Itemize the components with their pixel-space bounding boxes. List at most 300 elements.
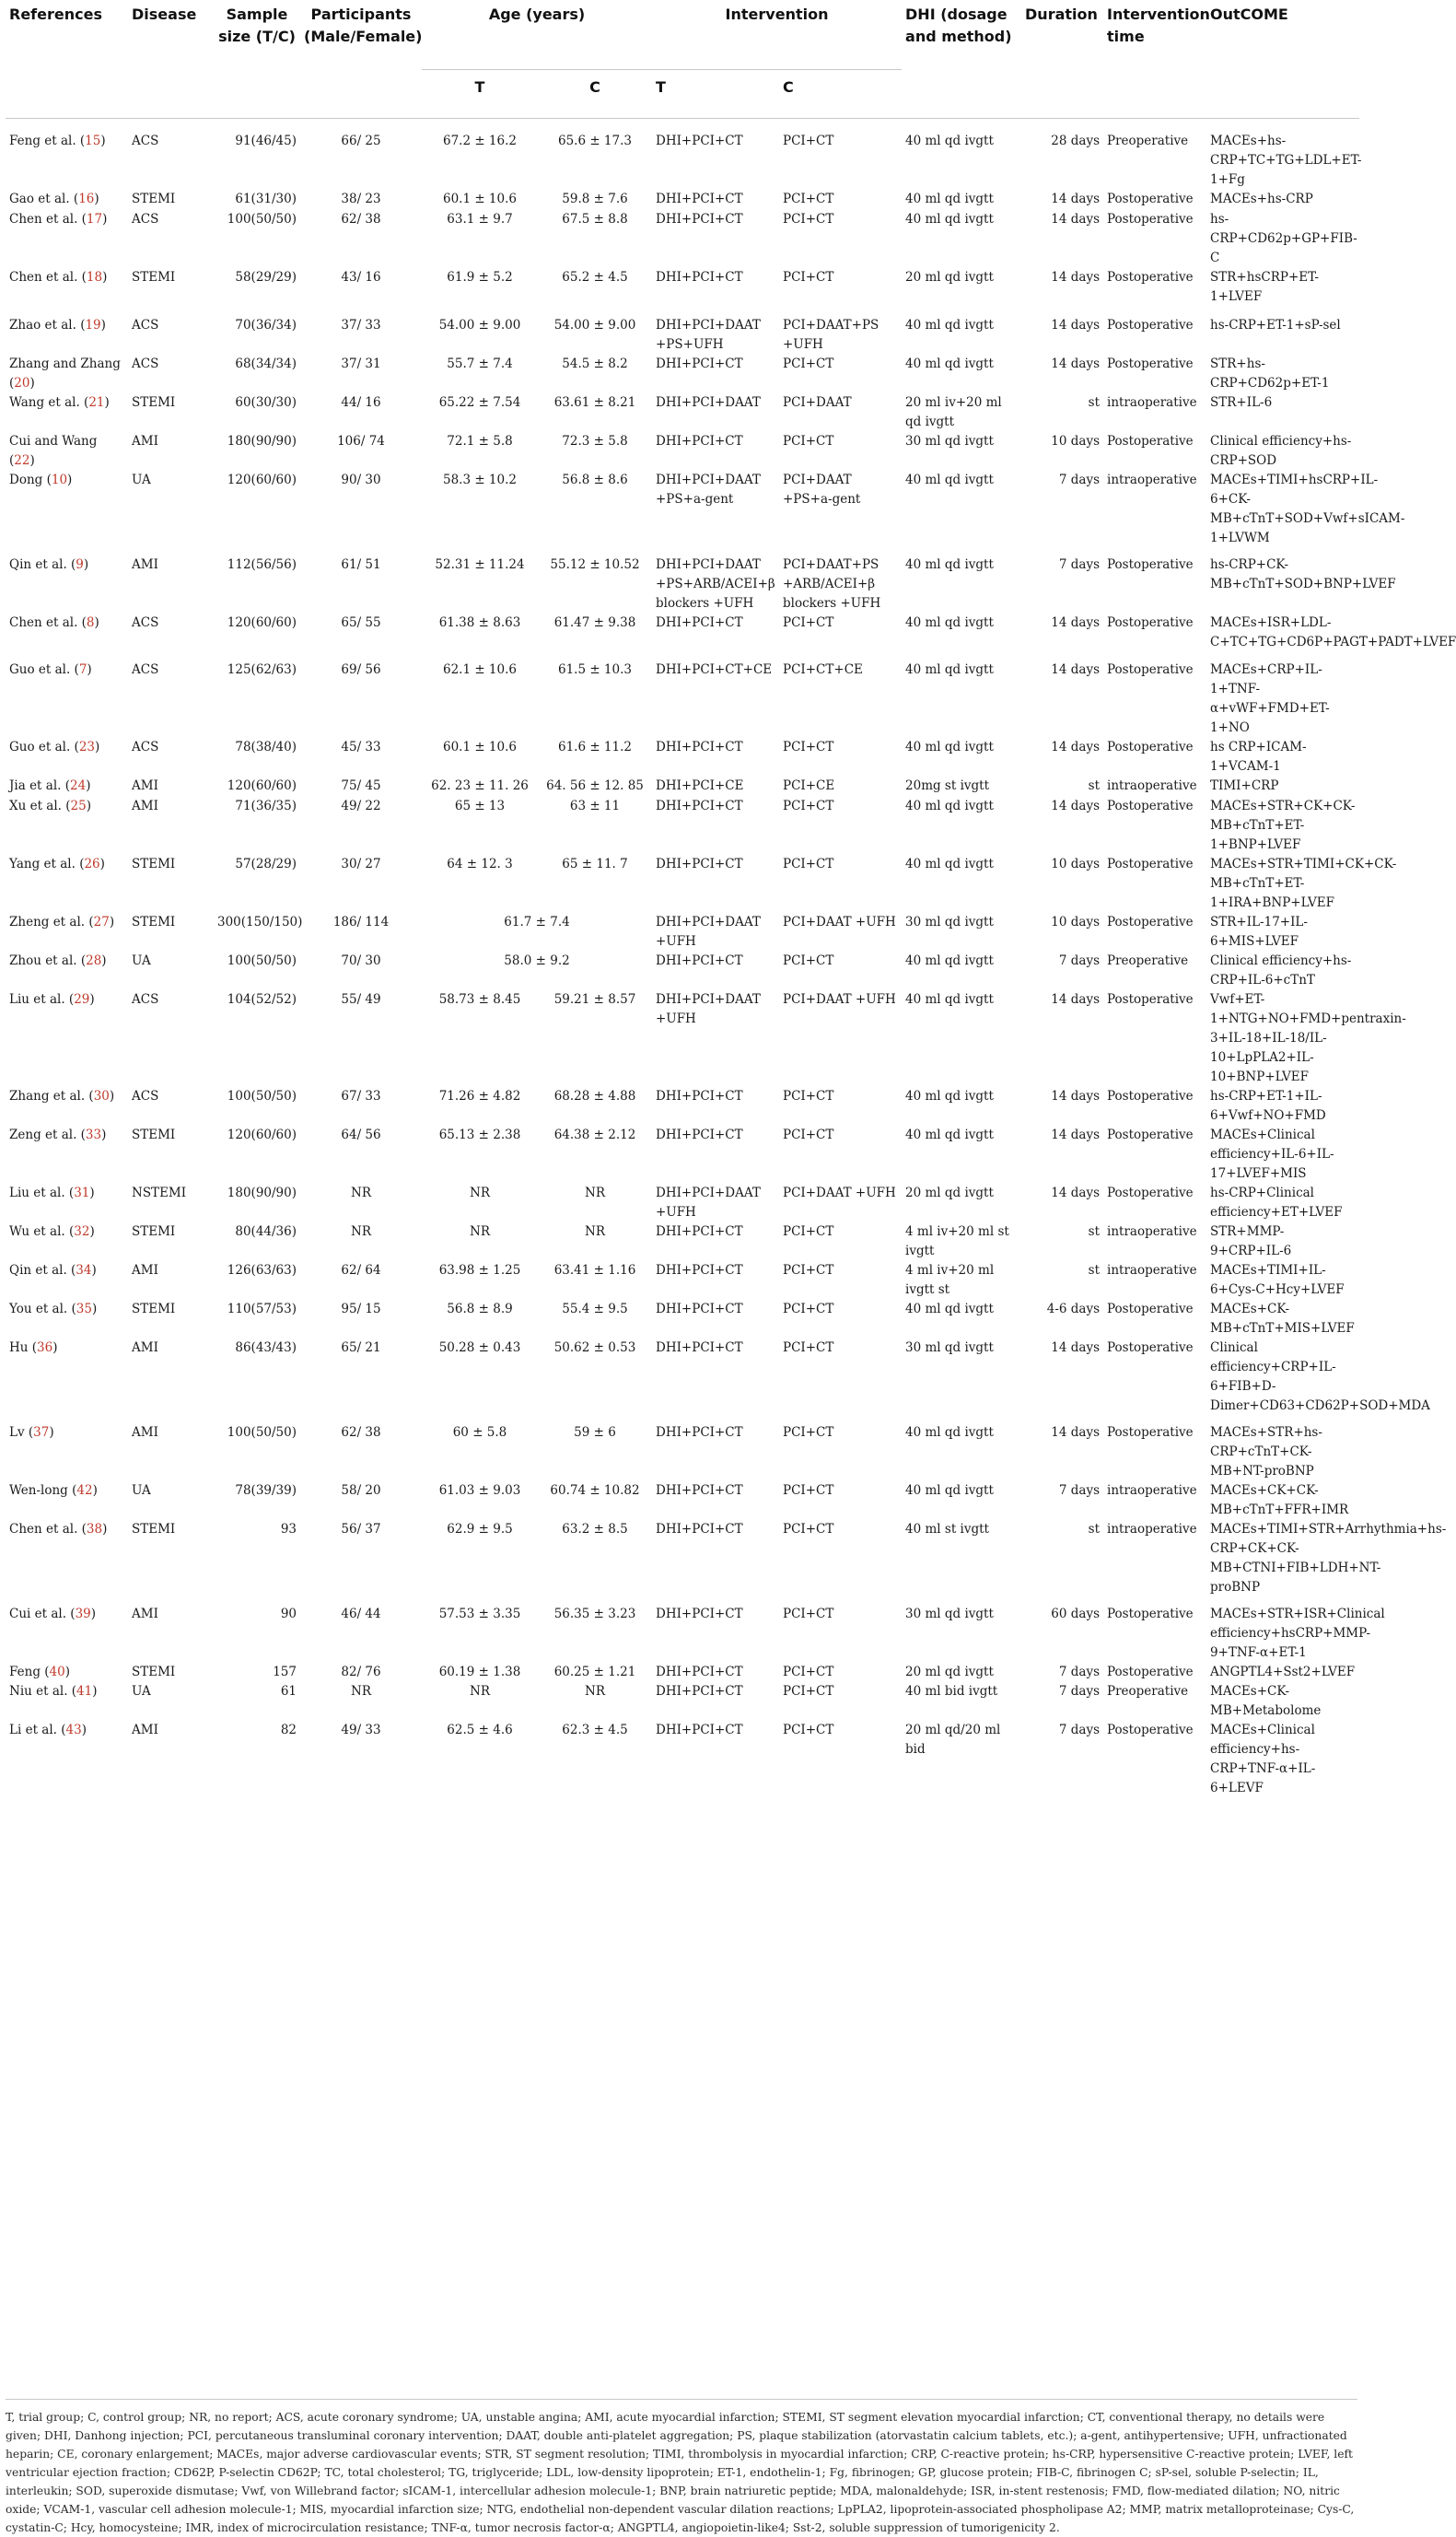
cell-sample-size: 112(56/56) xyxy=(227,557,297,572)
cell-participants: 43/ 16 xyxy=(341,270,381,285)
cell-disease: STEMI xyxy=(132,1224,176,1239)
cell-intervention-t: DHI+PCI+CT xyxy=(656,1263,743,1278)
cell-duration: 14 days xyxy=(1051,192,1101,206)
cell-disease: ACS xyxy=(132,1089,159,1104)
cell-age-t: 52.31 ± 11.24 xyxy=(435,557,525,572)
cell-sample-size: 120(60/60) xyxy=(227,473,297,487)
cell-intervention-time: Postoperative xyxy=(1107,1425,1194,1440)
cell-intervention-time: intraoperative xyxy=(1107,1483,1197,1498)
cell-duration: 14 days xyxy=(1051,318,1101,333)
cell-dhi-dosage: 40 ml qd ivgtt xyxy=(905,357,994,371)
cell-outcome: MACEs+TIMI+hsCRP+IL-6+CK-MB+cTnT+SOD+Vwf+sICAM-1+LVWM xyxy=(1210,473,1405,545)
cell-intervention-t: DHI+PCI+CT xyxy=(656,1684,743,1699)
reference-author: Chen et al. ( xyxy=(9,270,87,285)
cell-intervention-time: intraoperative xyxy=(1107,1263,1197,1278)
reference-link[interactable]: 21 xyxy=(88,395,105,410)
reference-link[interactable]: 41 xyxy=(76,1684,93,1699)
reference-link[interactable]: 9 xyxy=(76,557,84,572)
cell-disease: UA xyxy=(132,1483,151,1498)
cell-intervention-time: Postoperative xyxy=(1107,740,1194,754)
cell-intervention-t: DHI+PCI+CT xyxy=(656,1425,743,1440)
reference-link[interactable]: 7 xyxy=(78,662,87,677)
table-row xyxy=(6,952,1359,990)
cell-age-t: 58.73 ± 8.45 xyxy=(438,992,521,1007)
cell-outcome: TIMI+CRP xyxy=(1210,778,1279,793)
reference-close: ) xyxy=(29,376,35,391)
study-characteristics-table-wrap xyxy=(6,0,1456,1798)
cell-age-c: 59 ± 6 xyxy=(574,1425,616,1440)
reference-link[interactable]: 39 xyxy=(75,1607,91,1621)
cell-intervention-time: Postoperative xyxy=(1107,799,1194,813)
cell-disease: STEMI xyxy=(132,1128,176,1142)
cell-age-t: 60.1 ± 10.6 xyxy=(442,192,517,206)
cell-intervention-time: intraoperative xyxy=(1107,778,1197,793)
reference-link[interactable]: 29 xyxy=(74,992,90,1007)
header-intervention: Intervention xyxy=(725,6,829,23)
cell-sample-size: 71(36/35) xyxy=(235,799,297,813)
reference-link[interactable]: 16 xyxy=(78,192,95,206)
cell-age-c: 64. 56 ± 12. 85 xyxy=(546,778,644,793)
reference-close: ) xyxy=(94,192,99,206)
cell-intervention-c: PCI+DAAT+PS +ARB/ACEI+β blockers +UFH xyxy=(783,557,881,611)
table-row xyxy=(6,1087,1359,1126)
cell-age-c: 65.6 ± 17.3 xyxy=(557,134,632,148)
cell-disease: AMI xyxy=(132,557,158,572)
cell-intervention-time: Postoperative xyxy=(1107,1302,1194,1316)
cell-dhi-dosage: 40 ml qd ivgtt xyxy=(905,615,994,630)
cell-age-c: 55.4 ± 9.5 xyxy=(562,1302,628,1316)
reference-link[interactable]: 15 xyxy=(85,134,101,148)
cell-participants: 58/ 20 xyxy=(341,1483,381,1498)
cell-dhi-dosage: 40 ml qd ivgtt xyxy=(905,192,994,206)
reference-close: ) xyxy=(109,915,115,929)
cell-outcome: MACEs+Clinical efficiency+IL-6+IL-17+LVEF+MIS xyxy=(1210,1128,1334,1181)
cell-participants: NR xyxy=(351,1186,371,1200)
cell-age-t: 65.13 ± 2.38 xyxy=(438,1128,521,1142)
cell-dhi-dosage: 4 ml iv+20 ml ivgtt st xyxy=(905,1263,995,1297)
reference-link[interactable]: 10 xyxy=(51,473,68,487)
cell-intervention-c: PCI+DAAT +UFH xyxy=(783,1186,896,1200)
cell-outcome: MACEs+TIMI+IL-6+Cys-C+Hcy+LVEF xyxy=(1210,1263,1345,1297)
cell-intervention-c: PCI+CT xyxy=(783,1483,834,1498)
cell-reference xyxy=(6,1663,128,1682)
cell-outcome: MACEs+CK-MB+cTnT+MIS+LVEF xyxy=(1210,1302,1355,1336)
cell-participants: 65/ 21 xyxy=(341,1340,381,1355)
cell-participants: 75/ 45 xyxy=(341,778,381,793)
reference-link[interactable]: 35 xyxy=(76,1302,92,1316)
cell-intervention-t: DHI+PCI+DAAT +UFH xyxy=(656,1186,761,1220)
reference-author: Lv ( xyxy=(9,1425,34,1440)
reference-link[interactable]: 32 xyxy=(74,1224,90,1239)
table-row xyxy=(6,1300,1359,1339)
reference-author: Chen et al. ( xyxy=(9,212,87,227)
study-characteristics-table xyxy=(6,0,1456,1798)
cell-reference xyxy=(6,777,128,797)
table-row xyxy=(6,210,1359,268)
cell-sample-size: 120(60/60) xyxy=(227,778,297,793)
cell-sample-size: 104(52/52) xyxy=(227,992,297,1007)
header-sample-size: Sample size (T/C) xyxy=(214,0,300,119)
cell-reference xyxy=(6,1261,128,1300)
cell-outcome: STR+hsCRP+ET-1+LVEF xyxy=(1210,270,1319,304)
cell-duration: 7 days xyxy=(1058,1723,1101,1737)
cell-dhi-dosage: 30 ml qd ivgtt xyxy=(905,434,994,449)
reference-link[interactable]: 33 xyxy=(85,1128,102,1142)
reference-close: ) xyxy=(99,857,105,871)
cell-age-t: 62. 23 ± 11. 26 xyxy=(431,778,529,793)
cell-age-t: 60.1 ± 10.6 xyxy=(442,740,517,754)
cell-intervention-time: Postoperative xyxy=(1107,434,1194,449)
cell-participants: 44/ 16 xyxy=(341,395,381,410)
reference-link[interactable]: 31 xyxy=(74,1186,90,1200)
cell-sample-size: 86(43/43) xyxy=(235,1340,297,1355)
reference-author: Jia et al. ( xyxy=(9,778,70,793)
cell-participants: 37/ 33 xyxy=(341,318,381,333)
cell-duration: 7 days xyxy=(1058,953,1101,968)
cell-disease: STEMI xyxy=(132,270,176,285)
cell-participants: 70/ 30 xyxy=(341,953,381,968)
cell-reference xyxy=(6,1605,128,1663)
cell-intervention-c: PCI+CT xyxy=(783,212,834,227)
cell-duration: st xyxy=(1088,395,1101,410)
cell-outcome: hs CRP+ICAM-1+VCAM-1 xyxy=(1210,740,1307,774)
cell-intervention-time: Postoperative xyxy=(1107,270,1194,285)
reference-link[interactable]: 36 xyxy=(37,1340,53,1355)
cell-reference xyxy=(6,1126,128,1184)
reference-link[interactable]: 8 xyxy=(86,615,95,630)
reference-author: Li et al. ( xyxy=(9,1723,66,1737)
cell-age-c: 60.74 ± 10.82 xyxy=(550,1483,640,1498)
cell-outcome: hs-CRP+CK-MB+cTnT+SOD+BNP+LVEF xyxy=(1210,557,1396,591)
reference-author: Gao et al. ( xyxy=(9,192,79,206)
cell-participants: 56/ 37 xyxy=(341,1522,381,1537)
header-age-t: T xyxy=(422,70,538,119)
cell-age-t: 56.8 ± 8.9 xyxy=(447,1302,513,1316)
header-intervention-t: T xyxy=(652,70,779,119)
cell-outcome: STR+hs-CRP+CD62p+ET-1 xyxy=(1210,357,1330,391)
table-row xyxy=(6,316,1359,355)
cell-reference xyxy=(6,1423,128,1481)
cell-sample-size: 120(60/60) xyxy=(227,615,297,630)
header-disease: Disease xyxy=(128,0,214,119)
cell-sample-size: 70(36/34) xyxy=(235,318,297,333)
cell-intervention-c: PCI+CT xyxy=(783,1684,834,1699)
cell-age-c: 64.38 ± 2.12 xyxy=(553,1128,636,1142)
reference-close: ) xyxy=(102,1522,108,1537)
cell-dhi-dosage: 20 ml qd ivgtt xyxy=(905,1186,994,1200)
cell-intervention-time: intraoperative xyxy=(1107,1522,1197,1537)
cell-intervention-t: DHI+PCI+CT xyxy=(656,1224,743,1239)
cell-duration: 7 days xyxy=(1058,557,1101,572)
cell-outcome: Clinical efficiency+CRP+IL-6+FIB+D-Dimer+CD63+CD62P+SOD+MDA xyxy=(1210,1340,1430,1413)
cell-dhi-dosage: 40 ml qd ivgtt xyxy=(905,662,994,677)
cell-duration: st xyxy=(1088,1263,1101,1278)
cell-reference xyxy=(6,990,128,1087)
reference-link[interactable]: 22 xyxy=(14,453,30,468)
cell-participants: 66/ 25 xyxy=(341,134,381,148)
reference-link[interactable]: 24 xyxy=(70,778,87,793)
cell-disease: UA xyxy=(132,1684,151,1699)
cell-disease: ACS xyxy=(132,357,159,371)
cell-disease: STEMI xyxy=(132,915,176,929)
reference-close: ) xyxy=(101,1128,107,1142)
reference-close: ) xyxy=(64,1665,70,1679)
cell-outcome: STR+MMP-9+CRP+IL-6 xyxy=(1210,1224,1292,1258)
reference-link[interactable]: 27 xyxy=(93,915,110,929)
reference-close: ) xyxy=(95,740,100,754)
table-row xyxy=(6,855,1359,913)
cell-reference xyxy=(6,1481,128,1520)
reference-author: Cui and Wang ( xyxy=(9,434,98,468)
cell-duration: 14 days xyxy=(1051,1340,1101,1355)
reference-link[interactable]: 28 xyxy=(86,953,102,968)
cell-intervention-c: PCI+CT xyxy=(783,1723,834,1737)
cell-age-c: 68.28 ± 4.88 xyxy=(553,1089,636,1104)
reference-close: ) xyxy=(90,1607,97,1621)
cell-sample-size: 120(60/60) xyxy=(227,1128,297,1142)
cell-duration: st xyxy=(1088,1522,1101,1537)
reference-close: ) xyxy=(102,212,108,227)
cell-intervention-time: Preoperative xyxy=(1107,134,1189,148)
reference-link[interactable]: 26 xyxy=(84,857,100,871)
cell-age-c: 60.25 ± 1.21 xyxy=(553,1665,636,1679)
cell-age-c: 55.12 ± 10.52 xyxy=(550,557,640,572)
cell-sample-size: 110(57/53) xyxy=(227,1302,297,1316)
cell-age-c: 62.3 ± 4.5 xyxy=(562,1723,628,1737)
cell-intervention-time: Postoperative xyxy=(1107,557,1194,572)
reference-author: Dong ( xyxy=(9,473,52,487)
cell-age-c: 54.00 ± 9.00 xyxy=(553,318,636,333)
cell-intervention-t: DHI+PCI+DAAT +UFH xyxy=(656,992,761,1026)
reference-author: Wang et al. ( xyxy=(9,395,89,410)
reference-close: ) xyxy=(89,1186,95,1200)
reference-link[interactable]: 38 xyxy=(86,1522,103,1537)
cell-disease: AMI xyxy=(132,1607,158,1621)
cell-participants: 37/ 31 xyxy=(341,357,381,371)
cell-intervention-t: DHI+PCI+CT xyxy=(656,1483,743,1498)
cell-age-c: 63 ± 11 xyxy=(569,799,621,813)
reference-link[interactable]: 25 xyxy=(70,799,87,813)
cell-sample-size: 157 xyxy=(273,1665,297,1679)
table-footnote xyxy=(6,2399,1357,2537)
header-intervention-time: Intervention time xyxy=(1103,0,1206,119)
cell-participants: 61/ 51 xyxy=(341,557,381,572)
cell-intervention-t: DHI+PCI+CT xyxy=(656,1723,743,1737)
cell-participants: 90/ 30 xyxy=(341,473,381,487)
cell-reference xyxy=(6,913,128,952)
cell-disease: ACS xyxy=(132,992,159,1007)
cell-sample-size: 91(46/45) xyxy=(235,134,297,148)
reference-link[interactable]: 19 xyxy=(85,318,101,333)
reference-close: ) xyxy=(89,1224,95,1239)
reference-author: Guo et al. ( xyxy=(9,740,79,754)
reference-close: ) xyxy=(102,270,108,285)
reference-author: Zhou et al. ( xyxy=(9,953,87,968)
cell-age-combined: 58.0 ± 9.2 xyxy=(504,953,570,968)
cell-outcome: MACEs+hs-CRP+TC+TG+LDL+ET-1+Fg xyxy=(1210,134,1362,187)
reference-close: ) xyxy=(91,1302,98,1316)
cell-duration: 14 days xyxy=(1051,212,1101,227)
cell-intervention-c: PCI+DAAT+PS +UFH xyxy=(783,318,879,352)
cell-intervention-c: PCI+CT xyxy=(783,1425,834,1440)
table-row xyxy=(6,1126,1359,1184)
cell-intervention-time: Postoperative xyxy=(1107,318,1194,333)
cell-dhi-dosage: 30 ml qd ivgtt xyxy=(905,915,994,929)
reference-link[interactable]: 34 xyxy=(76,1263,92,1278)
reference-author: Zeng et al. ( xyxy=(9,1128,86,1142)
cell-duration: 14 days xyxy=(1051,357,1101,371)
cell-intervention-time: Postoperative xyxy=(1107,1340,1194,1355)
cell-participants: 67/ 33 xyxy=(341,1089,381,1104)
reference-author: Feng ( xyxy=(9,1665,50,1679)
cell-sample-size: 82 xyxy=(280,1723,297,1737)
reference-author: Zhang and Zhang ( xyxy=(9,357,121,391)
cell-disease: NSTEMI xyxy=(132,1186,187,1200)
reference-close: ) xyxy=(67,473,73,487)
cell-sample-size: 58(29/29) xyxy=(235,270,297,285)
cell-intervention-t: DHI+PCI+CT xyxy=(656,1522,743,1537)
cell-participants: 49/ 33 xyxy=(341,1723,381,1737)
cell-reference xyxy=(6,1222,128,1261)
reference-close: ) xyxy=(92,1483,98,1498)
reference-author: Zheng et al. ( xyxy=(9,915,94,929)
cell-intervention-c: PCI+CT xyxy=(783,799,834,813)
reference-close: ) xyxy=(86,799,91,813)
cell-intervention-c: PCI+DAAT +UFH xyxy=(783,915,896,929)
cell-age-c: 56.8 ± 8.6 xyxy=(562,473,628,487)
cell-reference xyxy=(6,190,128,210)
cell-age-t: 50.28 ± 0.43 xyxy=(438,1340,521,1355)
cell-intervention-c: PCI+CT xyxy=(783,1089,834,1104)
table-row xyxy=(6,393,1359,432)
reference-link[interactable]: 17 xyxy=(86,212,103,227)
table-row xyxy=(6,268,1359,316)
reference-author: Chen et al. ( xyxy=(9,1522,87,1537)
cell-age-t: 57.53 ± 3.35 xyxy=(438,1607,521,1621)
reference-author: Qin et al. ( xyxy=(9,1263,76,1278)
cell-dhi-dosage: 20 ml qd/20 ml bid xyxy=(905,1723,1001,1757)
footnote-text: T, trial group; C, control group; NR, no report; ACS, acute coronary syndrome; UA, unstable angina; AMI, acute myocardial infarction; STEMI, ST segment elevation myocardial infarction; CT, conventional therapy, no details were given; DHI, Danhong injection; PCI, percutaneous transluminal coronary intervention; DAAT, double anti-platelet aggregation; PS, plaque stabilization (atorvastatin calcium tablets, etc.); a-gent, antihypertensive; UFH, unfractionated heparin; CE, coronary enlargement; MACEs, major adverse cardiovascular events; STR, ST segment resolution; TIMI, thrombolysis in myocardial infarction; CRP, C-reactive protein; hs-CRP, hypersensitive C-reactive protein; LVEF, left ventricular ejection fraction; CD62P, P-selectin CD62P; TC, total cholesterol; TG, triglyceride; LDL, low-density lipoprotein; ET-1, endothelin-1; Fg, fibrinogen; GP, glucose protein; FIB-C, fibrinogen C; sP-sel, soluble P-selectin; IL, interleukin; SOD, superoxide dismutase; Vwf, von Willebrand factor; sICAM-1, intercellular adhesion molecule-1; BNP, brain natriuretic peptide; MDA, malonaldehyde; ISR, in-stent restenosis; FMD, flow-mediated dilation; NO, nitric oxide; VCAM-1, vascular cell adhesion molecule-1; MIS, myocardial infarction size; NTG, endothelial non-dependent vascular dilation reactions; LpPLA2, lipoprotein-associated phospholipase A2; MMP, matrix metalloproteinase; Cys-C, cystatin-C; Hcy, homocysteine; IMR, index of microcirculation resistance; TNF-α, tumor necrosis factor-α; ANGPTL4, angiopoietin-like4; Sst-2, soluble suppression of tumorigenicity 2. xyxy=(6,2411,1355,2534)
header-age: Age (years) xyxy=(488,6,586,23)
cell-intervention-time: Postoperative xyxy=(1107,1607,1194,1621)
cell-intervention-c: PCI+CT xyxy=(783,1263,834,1278)
cell-intervention-time: Postoperative xyxy=(1107,662,1194,677)
reference-link[interactable]: 42 xyxy=(76,1483,93,1498)
cell-duration: st xyxy=(1088,778,1101,793)
reference-link[interactable]: 30 xyxy=(93,1089,110,1104)
cell-intervention-c: PCI+CT xyxy=(783,953,834,968)
cell-age-t: 62.1 ± 10.6 xyxy=(442,662,517,677)
table-row xyxy=(6,661,1359,738)
cell-outcome: MACEs+hs-CRP xyxy=(1210,192,1313,206)
cell-intervention-t: DHI+PCI+DAAT +PS+a-gent xyxy=(656,473,761,507)
cell-disease: UA xyxy=(132,953,151,968)
cell-intervention-c: PCI+CT xyxy=(783,357,834,371)
cell-outcome: Vwf+ET-1+NTG+NO+FMD+pentraxin-3+IL-18+IL-18/IL-10+LpPLA2+IL-10+BNP+LVEF xyxy=(1210,992,1406,1084)
table-row xyxy=(6,990,1359,1087)
table-row xyxy=(6,1184,1359,1222)
cell-age-t: 61.38 ± 8.63 xyxy=(438,615,521,630)
reference-author: Zhao et al. ( xyxy=(9,318,86,333)
cell-reference xyxy=(6,355,128,393)
cell-disease: STEMI xyxy=(132,192,176,206)
table-row xyxy=(6,432,1359,471)
reference-author: Niu et al. ( xyxy=(9,1684,77,1699)
reference-author: Wu et al. ( xyxy=(9,1224,75,1239)
cell-sample-size: 80(44/36) xyxy=(235,1224,297,1239)
cell-sample-size: 180(90/90) xyxy=(227,1186,297,1200)
reference-author: Chen et al. ( xyxy=(9,615,87,630)
table-row xyxy=(6,355,1359,393)
cell-participants: 45/ 33 xyxy=(341,740,381,754)
header-outcome: OutCOME xyxy=(1206,0,1359,119)
cell-intervention-t: DHI+PCI+CT xyxy=(656,953,743,968)
reference-author: Cui et al. ( xyxy=(9,1607,76,1621)
cell-age-t: 54.00 ± 9.00 xyxy=(438,318,521,333)
cell-intervention-c: PCI+CT xyxy=(783,1665,834,1679)
cell-reference xyxy=(6,1520,128,1605)
cell-dhi-dosage: 40 ml qd ivgtt xyxy=(905,134,994,148)
cell-disease: ACS xyxy=(132,740,159,754)
reference-author: You et al. ( xyxy=(9,1302,76,1316)
cell-duration: 7 days xyxy=(1058,1684,1101,1699)
cell-disease: AMI xyxy=(132,434,158,449)
cell-intervention-time: Postoperative xyxy=(1107,915,1194,929)
reference-link[interactable]: 23 xyxy=(78,740,96,754)
reference-link[interactable]: 40 xyxy=(49,1665,65,1679)
cell-intervention-t: DHI+PCI+CT xyxy=(656,1607,743,1621)
cell-duration: 28 days xyxy=(1051,134,1101,148)
cell-intervention-time: Postoperative xyxy=(1107,1723,1194,1737)
cell-sample-size: 93 xyxy=(280,1522,297,1537)
cell-intervention-t: DHI+PCI+CT+CE xyxy=(656,662,773,677)
reference-link[interactable]: 37 xyxy=(33,1425,50,1440)
reference-link[interactable]: 43 xyxy=(65,1723,82,1737)
reference-author: Guo et al. ( xyxy=(9,662,79,677)
cell-reference xyxy=(6,1087,128,1126)
cell-intervention-time: Preoperative xyxy=(1107,953,1189,968)
reference-author: Zhang et al. ( xyxy=(9,1089,94,1104)
cell-disease: AMI xyxy=(132,799,158,813)
cell-age-t: 60 ± 5.8 xyxy=(452,1425,507,1440)
cell-reference xyxy=(6,316,128,355)
cell-dhi-dosage: 20 ml qd ivgtt xyxy=(905,1665,994,1679)
reference-close: ) xyxy=(86,778,91,793)
cell-intervention-c: PCI+CT xyxy=(783,270,834,285)
cell-sample-size: 78(39/39) xyxy=(235,1483,297,1498)
cell-duration: 10 days xyxy=(1051,857,1101,871)
cell-participants: 106/ 74 xyxy=(337,434,385,449)
cell-age-t: 61.9 ± 5.2 xyxy=(447,270,513,285)
cell-outcome: STR+IL-6 xyxy=(1210,395,1273,410)
cell-intervention-t: DHI+PCI+CT xyxy=(656,270,743,285)
table-row xyxy=(6,1721,1359,1798)
reference-link[interactable]: 18 xyxy=(86,270,103,285)
cell-outcome: Clinical efficiency+hs-CRP+SOD xyxy=(1210,434,1352,468)
cell-participants: 95/ 15 xyxy=(341,1302,381,1316)
reference-link[interactable]: 20 xyxy=(14,376,30,391)
cell-duration: 14 days xyxy=(1051,740,1101,754)
cell-intervention-t: DHI+PCI+DAAT xyxy=(656,395,761,410)
cell-disease: STEMI xyxy=(132,1665,176,1679)
cell-participants: 186/ 114 xyxy=(332,915,390,929)
cell-sample-size: 61(31/30) xyxy=(235,192,297,206)
cell-intervention-t: DHI+PCI+CT xyxy=(656,857,743,871)
cell-intervention-t: DHI+PCI+CT xyxy=(656,357,743,371)
cell-disease: STEMI xyxy=(132,395,176,410)
cell-intervention-time: Preoperative xyxy=(1107,1684,1189,1699)
cell-intervention-c: PCI+CT xyxy=(783,192,834,206)
